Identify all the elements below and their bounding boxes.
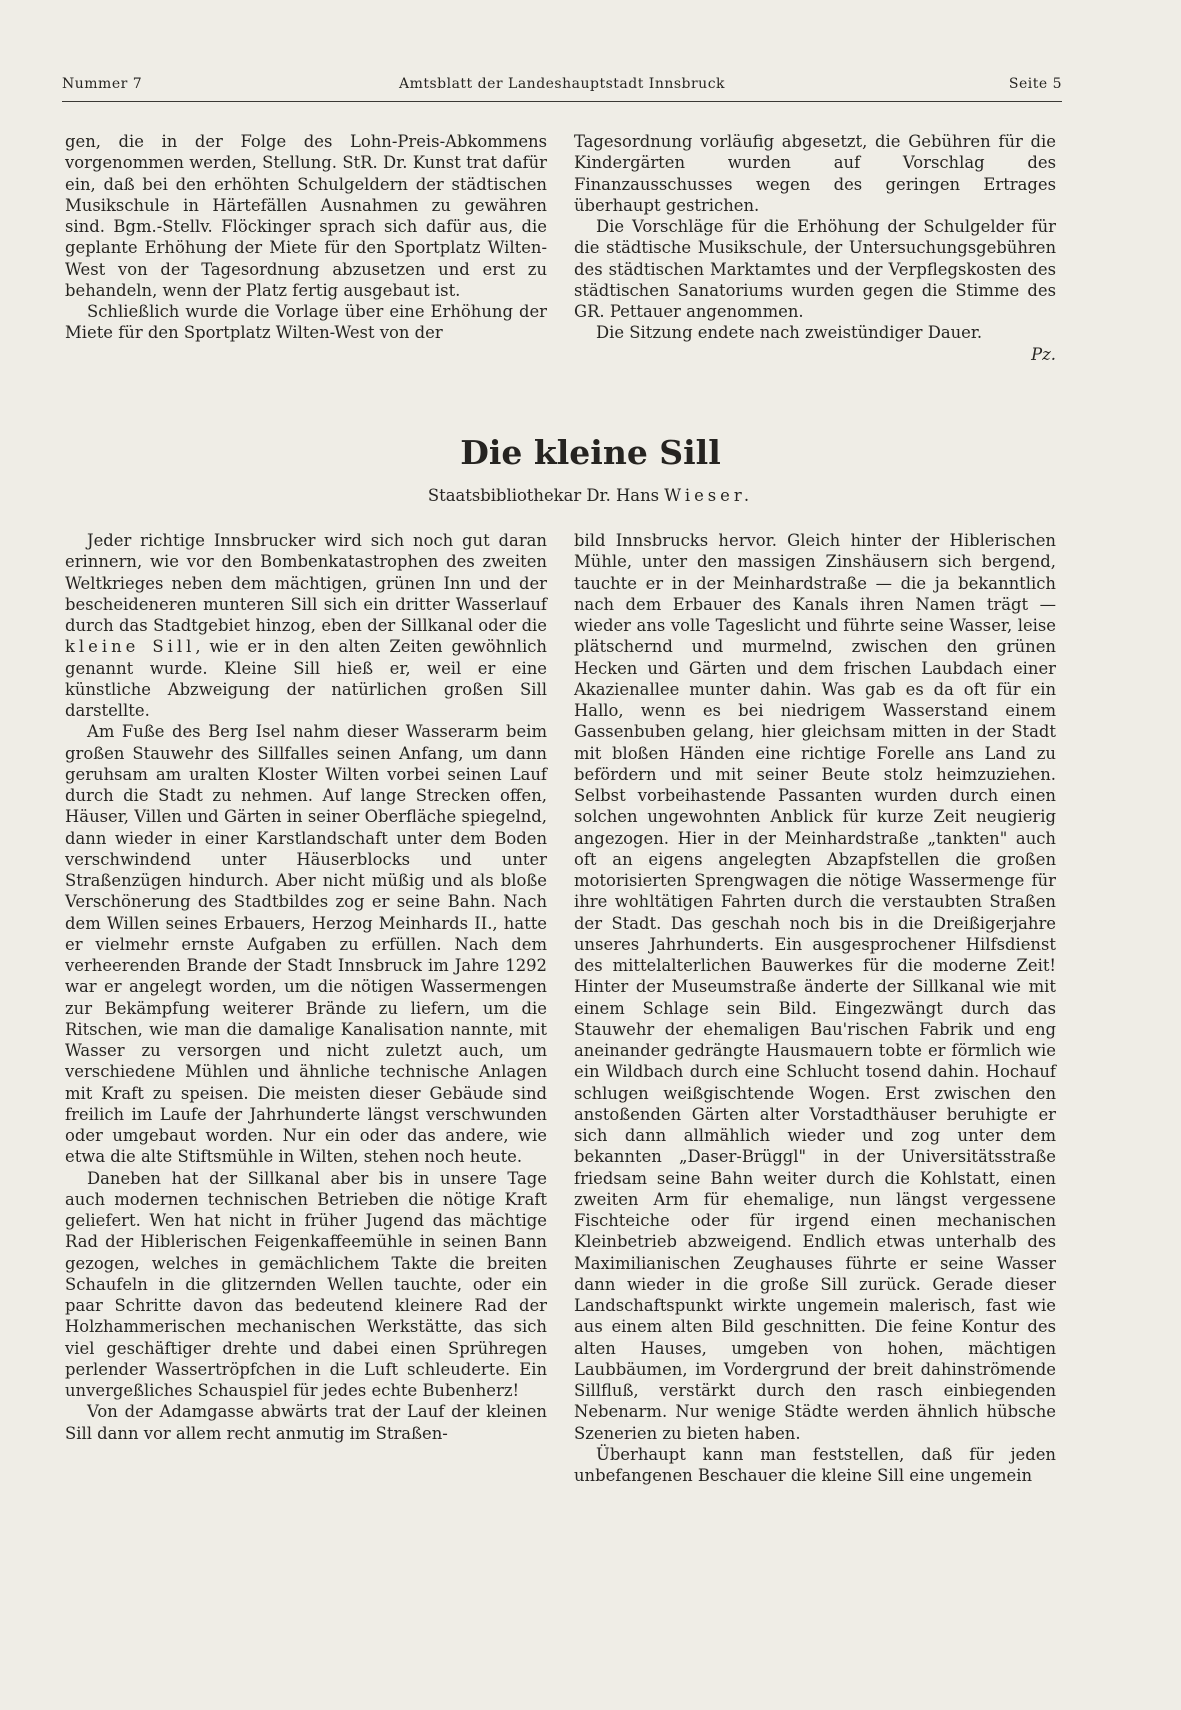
author-signature: Pz. (1031, 344, 1056, 364)
spaced-term: kleine Sill (65, 637, 196, 657)
paragraph (65, 530, 547, 721)
header-rule (62, 101, 1062, 102)
running-head (62, 72, 1062, 94)
paragraph: Die Vorschläge für die Erhöhung der Schulgelder für die städtische Musikschule, der Untersuchungsgebühren des städtischen Marktamtes und der Verpflegskosten des städtischen Sanatoriums wurden gegen die Stimme des GR. Pettauer angenommen. (574, 217, 1056, 321)
paragraph: Tagesordnung vorläufig abgesetzt, die Gebühren für die Kindergärten wurden auf Vorschlag des Finanzausschusses wegen des geringen Ertrages überhaupt gestrichen. (574, 132, 1056, 215)
issue-number: Nummer 7 (62, 76, 143, 92)
previous-article-left-column (65, 131, 547, 344)
article-title: Die kleine Sill (460, 433, 721, 472)
paragraph-text: , wie er in den alten Zeiten gewöhnlich genannt wurde. Kleine Sill hieß er, weil er eine künstliche Abzweigung der natürlichen großen Sill darstellte. (65, 637, 547, 720)
paragraph: bild Innsbrucks hervor. Gleich hinter der Hiblerischen Mühle, unter den massigen Zinshäusern sich bergend, tauchte er in der Meinhardstraße — die ja bekanntlich nach dem Erbauer des Kanals ihren Namen trägt — wieder ans volle Tageslicht und führte seine Wasser, leise plätschernd und murmelnd, zwischen den grünen Hecken und Gärten und dem frischen Laubdach einer Akazienallee munter dahin. Was gab es da oft für ein Hallo, wenn es bei niedrigem Wasserstand einem Gassenbuben gelang, hier gleichsam mitten in der Stadt mit bloßen Händen eine richtige Forelle ans Land zu befördern und mit seiner Beute stolz heimzuziehen. Selbst vorbeihastende Passanten wurden durch einen solchen ungewohnten Anblick für kurze Zeit neugierig angezogen. Hier in der Meinhardstraße „tankten" auch oft an eigens angelegten Abzapfstellen die großen motorisierten Sprengwagen die nötige Wassermenge für ihre wohltätigen Fahrten durch die verstaubten Straßen der Stadt. Das geschah noch bis in die Dreißigerjahre unseres Jahrhunderts. Ein ausgesprochener Hilfsdienst des mittelalterlichen Bauwerkes für die moderne Zeit! Hinter der Museumstraße änderte der Sillkanal wie mit einem Schlage sein Bild. Eingezwängt durch das Stauwehr der ehemaligen Bau'rischen Fabrik und eng aneinander gedrängte Hausmauern tobte er förmlich wie ein Wildbach durch eine Schlucht tosend dahin. Hochauf schlugen weißgischtende Wogen. Erst zwischen den anstoßenden Gärten alter Vorstadthäuser beruhigte er sich dann allmählich wieder und zog unter dem bekannten „Daser-Brüggl" in der Universitätsstraße friedsam seine Bahn weiter durch die Kohlstatt, einen zweiten Arm für ehemalige, nun längst vergessene Fischteiche oder für irgend einen mechanischen Kleinbetrieb abzweigend. Endlich etwas unterhalb des Maximilianischen Zeughauses führte er seine Wasser dann wieder in die große Sill zurück. Gerade dieser Landschaftspunkt wirkte ungemein malerisch, fast wie aus einem alten Bild geschnitten. Die feine Kontur des alten Hauses, umgeben von hohen, mächtigen Laubbäumen, im Vordergrund der breit dahinströmende Sillfluß, verstärkt durch den rasch einbiegenden Nebenarm. Nur wenige Städte werden ähnlich hübsche Szenerien zu bieten haben. (574, 531, 1056, 1443)
article-right-column (574, 530, 1056, 1486)
paragraph: Die Sitzung endete nach zweistündiger Dauer. (596, 323, 983, 343)
paragraph: Am Fuße des Berg Isel nahm dieser Wasserarm beim großen Stauwehr des Sillfalles seinen Anfang, um dann geruhsam am uralten Kloster Wilten vorbei seinen Lauf durch die Stadt zu nehmen. Auf lange Strecken offen, Häuser, Villen und Gärten in seiner Oberfläche spiegelnd, dann wieder in einer Karstlandschaft unter dem Boden verschwindend unter Häuserblocks und unter Straßenzügen hindurch. Aber nicht müßig und als bloße Verschönerung des Stadtbildes zog er seine Bahn. Nach dem Willen seines Erbauers, Herzog Meinhards II., hatte er vielmehr ernste Aufgaben zu erfüllen. Nach dem verheerenden Brande der Stadt Innsbruck im Jahre 1292 war er angelegt worden, um die nötigen Wassermengen zur Bekämpfung weiterer Brände zu liefern, um die Ritschen, wie man die damalige Kanalisation nannte, mit Wasser zu versorgen und nicht zuletzt auch, um verschiedene Mühlen und ähnliche technische Anlagen mit Kraft zu speisen. Die meisten dieser Gebäude sind freilich im Laufe der Jahrhunderte längst verschwunden oder umgebaut worden. Nur ein oder das andere, wie etwa die alte Stiftsmühle in Wilten, stehen noch heute. (65, 722, 547, 1167)
byline-prefix: Staatsbibliothekar Dr. Hans (427, 486, 660, 505)
publication-title: Amtsblatt der Landeshauptstadt Innsbruck (398, 76, 726, 92)
article-byline (0, 486, 1181, 505)
page-number: Seite 5 (1008, 76, 1062, 92)
paragraph: Von der Adamgasse abwärts trat der Lauf der kleinen Sill dann vor allem recht anmutig im Straßen- (65, 1402, 547, 1443)
paragraph: gen, die in der Folge des Lohn-Preis-Abkommens vorgenommen werden, Stellung. StR. Dr. Kunst trat dafür ein, daß bei den erhöhten Schulgeldern der städtischen Musikschule in Härtefällen Ausnahmen zu gewähren sind. Bgm.-Stellv. Flöckinger sprach sich dafür aus, die geplante Erhöhung der Miete für den Sportplatz Wilten-West von der Tagesordnung abzusetzen und erst zu behandeln, wenn der Platz fertig ausgebaut ist. (65, 132, 547, 300)
paragraph: Schließlich wurde die Vorlage über eine Erhöhung der Miete für den Sportplatz Wilten-West von der (65, 302, 547, 343)
paragraph-text: Jeder richtige Innsbrucker wird sich noch gut daran erinnern, wie vor den Bombenkatastrophen des zweiten Weltkrieges neben dem mächtigen, grünen Inn und der bescheideneren munteren Sill sich ein dritter Wasserlauf durch das Stadtgebiet hinzog, eben der Sillkanal oder die (65, 531, 547, 635)
article-left-column (65, 530, 547, 1444)
byline-author-name: Wieser. (664, 486, 754, 505)
paragraph: Daneben hat der Sillkanal aber bis in unsere Tage auch modernen technischen Betrieben die nötige Kraft geliefert. Wen hat nicht in früher Jugend das mächtige Rad der Hiblerischen Feigenkaffeemühle in seinen Bann gezogen, welches in gemächlichem Takte die breiten Schaufeln in die glitzernden Wellen tauchte, oder ein paar Schritte davon das bedeutend kleinere Rad der Holzhammerischen mechanischen Werkstätte, das sich viel geschäftiger drehte und dabei einen Sprühregen perlender Wassertröpfchen in die Luft schleuderte. Ein unvergeßliches Schauspiel für jedes echte Bubenherz! (65, 1168, 547, 1400)
paragraph: Überhaupt kann man feststellen, daß für jeden unbefangenen Beschauer die kleine Sill eine ungemein (574, 1444, 1056, 1485)
previous-article-right-column (574, 131, 1056, 365)
